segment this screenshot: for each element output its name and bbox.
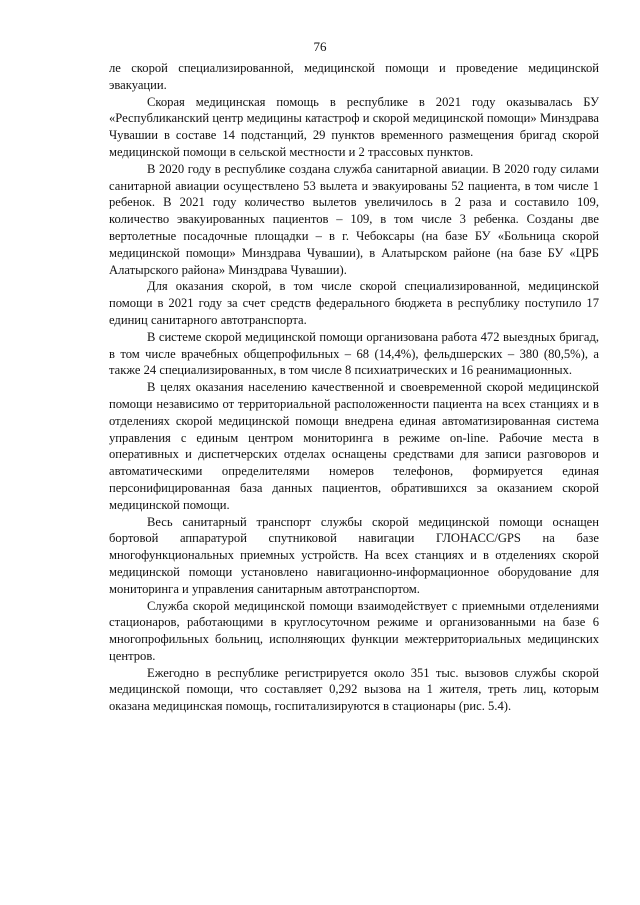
paragraph-ambulance-service: Скорая медицинская помощь в республике в 2021 году оказывалась БУ «Республиканский центр медицины катастроф и скорой медицинской помощи» Минздрава Чувашии в составе 14 подстанций, 29 пунктов временного размещения бригад скорой медицинской помощи в сельской местности и 2 трассовых пунктов.	[109, 94, 599, 159]
paragraph-calls: Ежегодно в республике регистрируется около 351 тыс. вызовов службы скорой медицинской помощи, что составляет 0,292 вызова на 1 жителя, треть лиц, которым оказана медицинская помощь, госпитализируются в стационары (рис. 5.4).	[109, 665, 599, 714]
body-text	[109, 60, 599, 715]
page-number: 76	[313, 39, 327, 54]
paragraph-interaction: Служба скорой медицинской помощи взаимодействует с приемными отделениями стационаров, работающими в круглосуточном режиме и организованными на базе 6 многопрофильных больниц, исполняющих функции межтерриториальных медицинских центров.	[109, 598, 599, 663]
paragraph-sanitary-aviation: В 2020 году в республике создана служба санитарной авиации. В 2020 году силами санитарной авиации осуществлено 53 вылета и эвакуированы 52 пациента, в том числе 1 ребенок. В 2021 году количество вылетов увеличилось в 2 раза и составило 109, количество эвакуированных пациентов – 109, в том числе 3 ребенка. Созданы две вертолетные посадочные площадки – в г. Чебоксары (на базе БУ «Больница скорой медицинской помощи» Минздрава Чувашии), в Алатырском районе (на базе БУ «ЦРБ Алатырского района» Минздрава Чувашии).	[109, 161, 599, 277]
paragraph-navigation: Весь санитарный транспорт службы скорой медицинской помощи оснащен бортовой аппаратурой спутниковой навигации ГЛОНАСС/GPS на базе многофункциональных приемных устройств. На всех станциях и в отделениях скорой медицинской помощи установлено навигационно-информационное оборудование для мониторинга и управления санитарным автотранспортом.	[109, 514, 599, 596]
paragraph-brigades: В системе скорой медицинской помощи организована работа 472 выездных бригад, в том числе врачебных общепрофильных – 68 (14,4%), фельдшерских – 380 (80,5%), а также 24 специализированных, в том числе 8 психиатрических и 16 реанимационных.	[109, 329, 599, 378]
paragraph-vehicles: Для оказания скорой, в том числе скорой специализированной, медицинской помощи в 2021 году за счет средств федерального бюджета в республику поступило 17 единиц санитарного автотранспорта.	[109, 279, 599, 327]
paragraph-continuation: ле скорой специализированной, медицинской помощи и проведение медицинской эвакуации.	[109, 61, 599, 92]
paragraph-automated-system: В целях оказания населению качественной и своевременной скорой медицинской помощи независимо от территориальной расположенности пациента на всех станциях и в отделениях скорой медицинской помощи внедрена единая автоматизированная система управления с единым центром мониторинга в режиме on-line. Рабочие места в оперативных и диспетчерских отделах оснащены средствами для записи разговоров и автоматическими определителями номеров телефонов, формируется единая персонифицированная база данных пациентов, обратившихся за оказанием скорой медицинской помощи.	[109, 380, 599, 512]
